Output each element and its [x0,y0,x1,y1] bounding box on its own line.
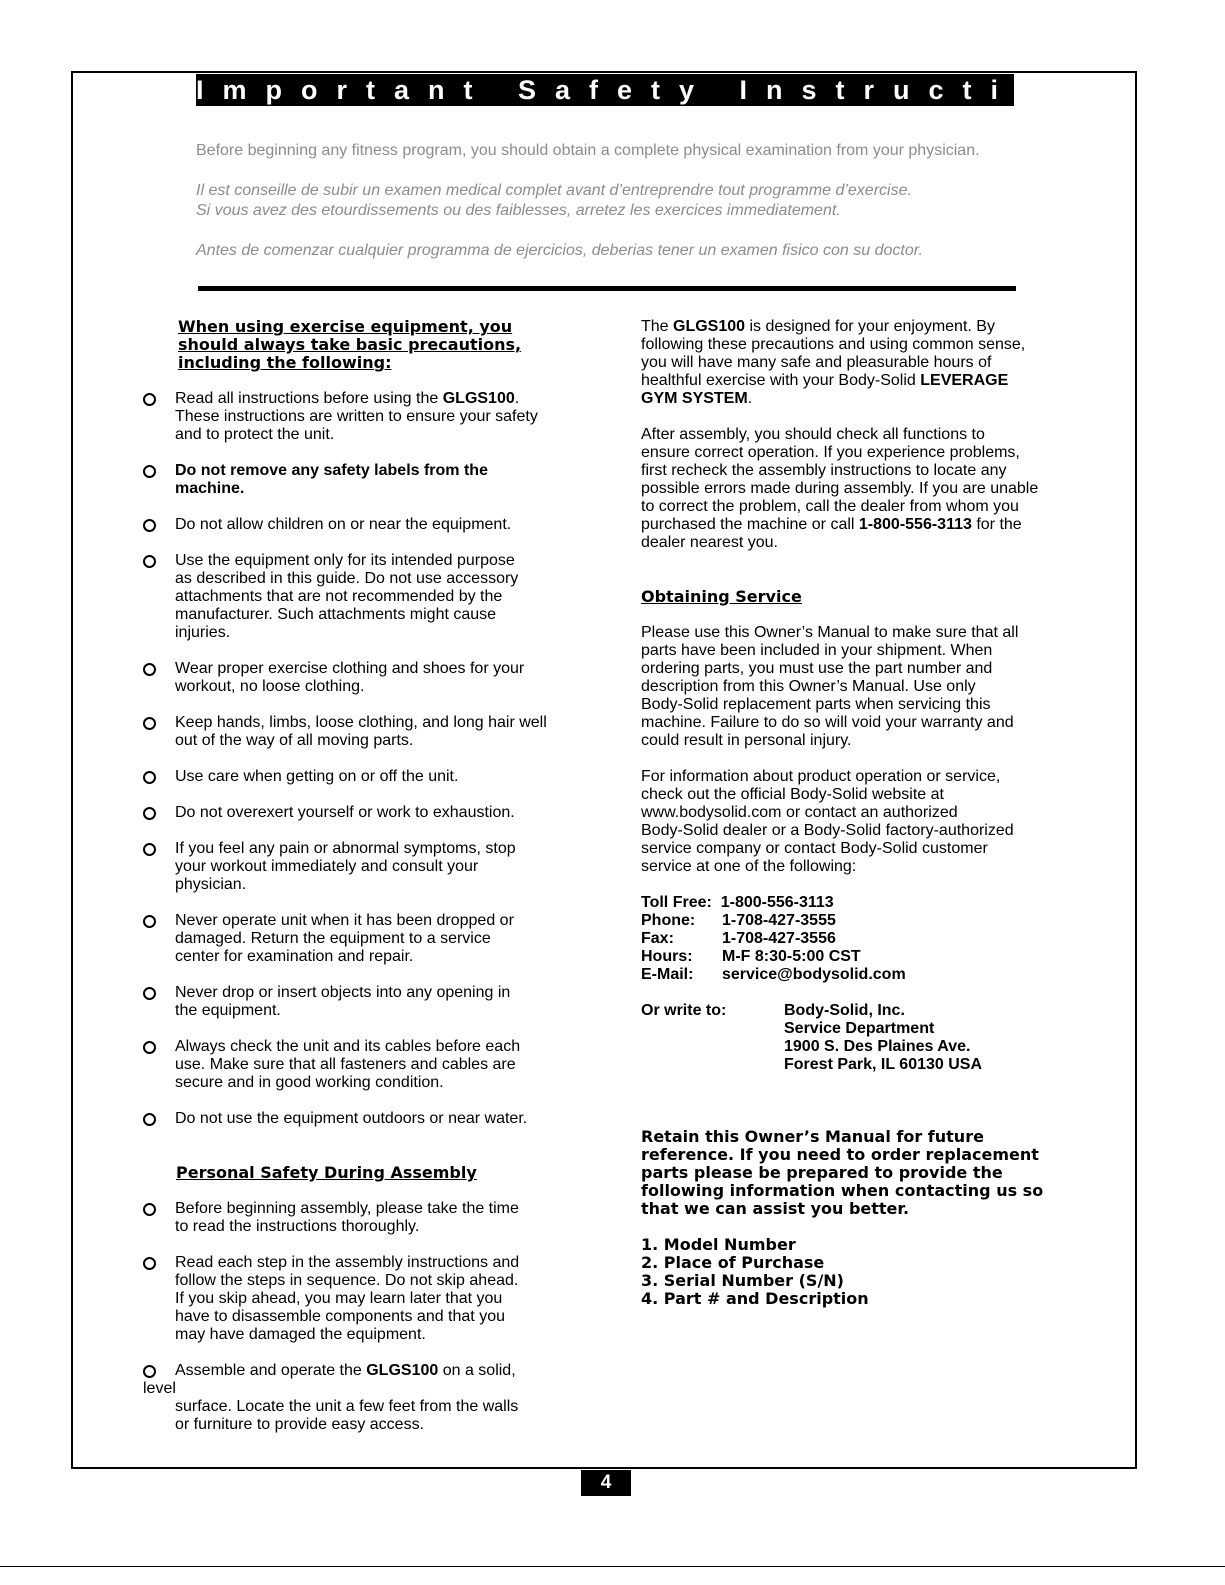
fax-row: Fax: 1-708-427-3556 [641,930,836,947]
bullet-circle-icon [143,465,156,478]
bullet-circle-icon [143,1365,156,1378]
info-paragraph: For information about product operation or service, check out the official Body-Solid website at www.bodysolid.com or contact an authorized Body-Solid dealer or a Body-Solid factory-authorized service company or contact Body-Solid customer service at one of the following: [641,768,1014,875]
list-item: Before beginning assembly, please take the time to read the instructions thoroughly. [143,1200,583,1236]
bullet-circle-icon [143,843,156,856]
bullet-circle-icon [143,1257,156,1270]
service-paragraph: Please use this Owner’s Manual to make sure that all parts have been included in your shipment. When ordering parts, you must use the part number and description from this Owner’s Manual. Use only Body-Solid replacement parts when servicing this machine. Failure to do so will void your warranty and could result in personal injury. [641,624,1019,749]
email-row: E-Mail: service@bodysolid.com [641,966,906,983]
page-number: 4 [581,1470,631,1496]
list-item: Assemble and operate the GLGS100 on a solid, level surface. Locate the unit a few feet from the walls or furniture to provide easy access. [143,1362,519,1433]
list-item: Always check the unit and its cables before each use. Make sure that all fasteners and cables are secure and in good working condition. [143,1038,583,1092]
bullet-circle-icon [143,915,156,928]
bullet-circle-icon [143,1203,156,1216]
bullet-circle-icon [143,717,156,730]
bullet-circle-icon [143,1041,156,1054]
divider [198,286,1016,291]
info-list: 1. Model Number 2. Place of Purchase 3. Serial Number (S/N) 4. Part # and Description [641,1235,869,1308]
service-heading: Obtaining Service [641,587,802,606]
list-item: Never operate unit when it has been dropped or damaged. Return the equipment to a service center for examination and repair. [143,912,583,966]
list-item: Do not remove any safety labels from the machine. [143,462,583,498]
intro-disclaimer [196,141,1036,281]
phone-row: Phone: 1-708-427-3555 [641,912,836,929]
bullet-circle-icon [143,663,156,676]
bullet-circle-icon [143,393,156,406]
list-item: Keep hands, limbs, loose clothing, and long hair well out of the way of all moving parts. [143,714,583,750]
list-item: Do not overexert yourself or work to exhaustion. [143,804,583,822]
list-item: Never drop or insert objects into any opening in the equipment. [143,984,583,1020]
list-item: If you feel any pain or abnormal symptoms, stop your workout immediately and consult your physician. [143,840,583,894]
bullet-circle-icon [143,771,156,784]
bullet-circle-icon [143,987,156,1000]
assembly-check-paragraph: After assembly, you should check all functions to ensure correct operation. If you experience problems, first recheck the assembly instructions to locate any possible errors made during assembly. If you are unable to correct the problem, call the dealer from whom you purchased the machine or call 1-800-556-3113 for the dealer nearest you. [641,426,1039,551]
page-title: Important Safety Instructions [196,75,1123,105]
bullet-circle-icon [143,1113,156,1126]
precautions-heading: When using exercise equipment, you should always take basic precautions, including the following: [178,317,522,372]
list-item: Use care when getting on or off the unit. [143,768,583,786]
list-item: Wear proper exercise clothing and shoes for your workout, no loose clothing. [143,660,583,696]
bullet-circle-icon [143,519,156,532]
retain-notice: Retain this Owner’s Manual for future reference. If you need to order replacement parts please be prepared to provide the following information when contacting us so that we can assist you better. [641,1127,1044,1218]
list-item: Use the equipment only for its intended purpose as described in this guide. Do not use accessory attachments that are not recommended by the manufacturer. Such attachments might cause injuries. [143,552,583,642]
right-column [641,318,1071,1308]
assembly-heading: Personal Safety During Assembly [176,1163,477,1182]
intro-paragraph: The GLGS100 is designed for your enjoyment. By following these precautions and using common sense, you will have many safe and pleasurable hours of healthful exercise with your Body-Solid LEVERAGE GYM SYSTEM. [641,318,1026,407]
bullet-circle-icon [143,555,156,568]
list-item: Read all instructions before using the GLGS100. These instructions are written to ensure your safety and to protect the unit. [143,390,583,444]
bullet-circle-icon [143,807,156,820]
contact-info [641,894,1071,984]
intro-french: Il est conseille de subir un examen medical complet avant d’entreprendre tout programme d’exercise. Si vous avez des etourdissements ou des faiblesses, arretez les exercices immediatement. [196,182,912,219]
left-column [143,318,583,1434]
hours-row: Hours: M-F 8:30-5:00 CST [641,948,861,965]
list-item: Read each step in the assembly instructions and follow the steps in sequence. Do not skip ahead. If you skip ahead, you may learn later that you have to disassemble components and that you may have damaged the equipment. [143,1254,583,1344]
mailing-address: Or write to: Body-Solid, Inc. Service Department 1900 S. Des Plaines Ave. Forest Park, IL 60130 USA [641,1002,983,1073]
bottom-edge [0,1566,1225,1567]
intro-english: Before beginning any fitness program, you should obtain a complete physical examination from your physician. [196,142,980,159]
list-item: Do not use the equipment outdoors or near water. [143,1110,583,1128]
intro-spanish: Antes de comenzar cualquier programma de ejercicios, deberias tener un examen fisico con su doctor. [196,242,923,259]
toll-free: Toll Free: 1-800-556-3113 [641,894,834,911]
list-item: Do not allow children on or near the equipment. [143,516,583,534]
